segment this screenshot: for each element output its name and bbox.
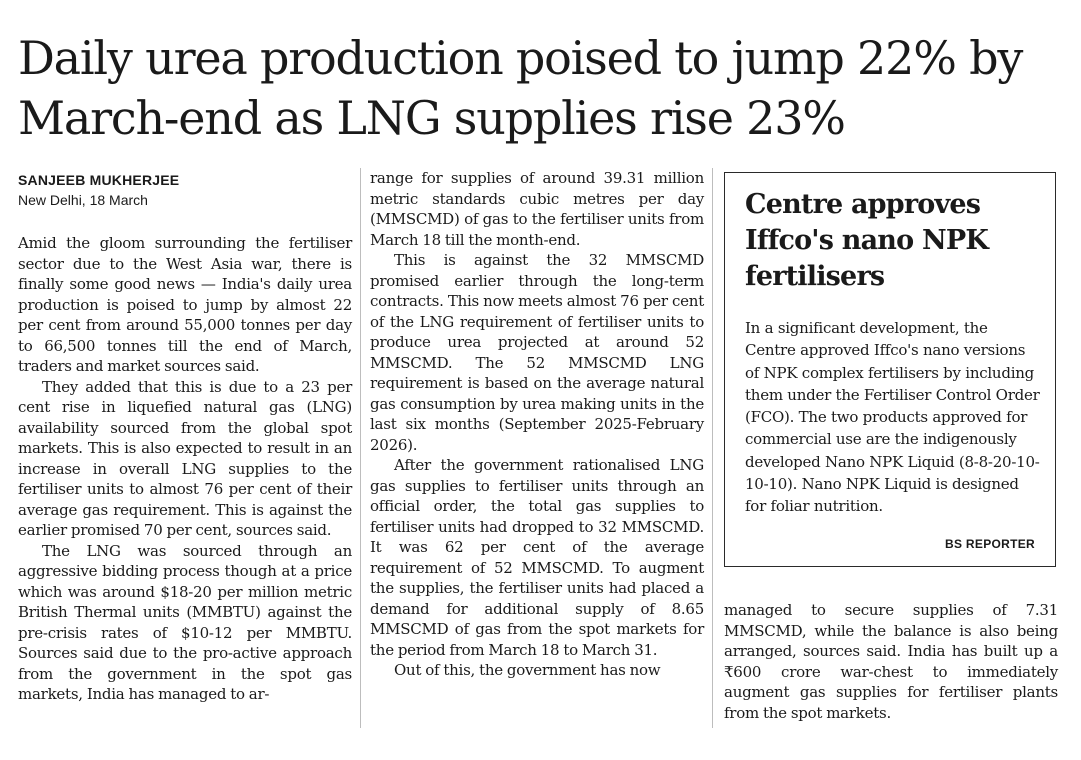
sidebar-credit: BS REPORTER xyxy=(945,537,1035,551)
paragraph: managed to secure supplies of 7.31 MMSCMD, while the balance is also being arranged, sources said. India has built up a ₹600 crore war-chest to immediately augment gas supplies for fertiliser plants from the spot markets. xyxy=(724,601,1058,722)
byline xyxy=(18,170,179,210)
author-name: SANJEEB MUKHERJEE xyxy=(18,172,180,188)
dateline: New Delhi, 18 March xyxy=(18,192,148,208)
article-column-1 xyxy=(18,233,352,705)
column-divider xyxy=(360,168,361,728)
article-column-2 xyxy=(370,168,704,681)
paragraph: The LNG was sourced through an aggressive bidding process though at a price which was around $18-20 per million metric British Thermal units (MMBTU) against the pre-crisis rates of $10-12 per MMBTU. Sources said due to the pro-active approach from the government in the spot gas markets, India has managed to ar- xyxy=(18,541,352,703)
paragraph: They added that this is due to a 23 per cent rise in liquefied natural gas (LNG) availability sourced from the global spot markets. This is also expected to result in an increase in overall LNG supplies to the fertiliser units to almost 76 per cent of their average gas requirement. This is against the earlier promised 70 per cent, sources said. xyxy=(18,377,352,539)
sidebar-box xyxy=(724,172,1056,567)
paragraph: Amid the gloom surrounding the fertiliser sector due to the West Asia war, there is finally some good news — India's daily urea production is poised to jump by almost 22 per cent from around 55,000 tonnes per day to 66,500 tonnes till the end of March, traders and market sources said. xyxy=(18,234,352,375)
article-column-3 xyxy=(724,600,1058,723)
sidebar-text: In a significant development, the Centre approved Iffco's nano versions of NPK complex fertilisers by including them under the Fertiliser Control Order (FCO). The two products approved for commercial use are the indigenously developed Nano NPK Liquid (8-8-20-10-10-10). Nano NPK Liquid is designed for foliar nutrition. xyxy=(745,319,1040,516)
column-divider xyxy=(712,168,713,728)
paragraph: range for supplies of around 39.31 million metric standards cubic metres per day (MMSCMD) of gas to the fertiliser units from March 18 till the month-end. xyxy=(370,169,704,249)
paragraph: After the government rationalised LNG gas supplies to fertiliser units through an official order, the total gas supplies to fertiliser units had dropped to 32 MMSCMD. It was 62 per cent of the average requirement of 52 MMSCMD. To augment the supplies, the fertiliser units had placed a demand for additional supply of 8.65 MMSCMD of gas from the spot markets for the period from March 18 to March 31. xyxy=(370,456,704,659)
headline: Daily urea production poised to jump 22% by March-end as LNG supplies rise 23% xyxy=(18,31,1023,145)
paragraph: This is against the 32 MMSCMD promised earlier through the long-term contracts. This now meets almost 76 per cent of the LNG requirement of fertiliser units to produce urea projected at around 52 MMSCMD. The 52 MMSCMD LNG requirement is based on the average natural gas consumption by urea making units in the last six months (September 2025-February 2026). xyxy=(370,251,704,454)
sidebar-title: Centre approves Iffco's nano NPK fertilisers xyxy=(745,189,988,292)
paragraph: Out of this, the government has now xyxy=(394,661,661,679)
